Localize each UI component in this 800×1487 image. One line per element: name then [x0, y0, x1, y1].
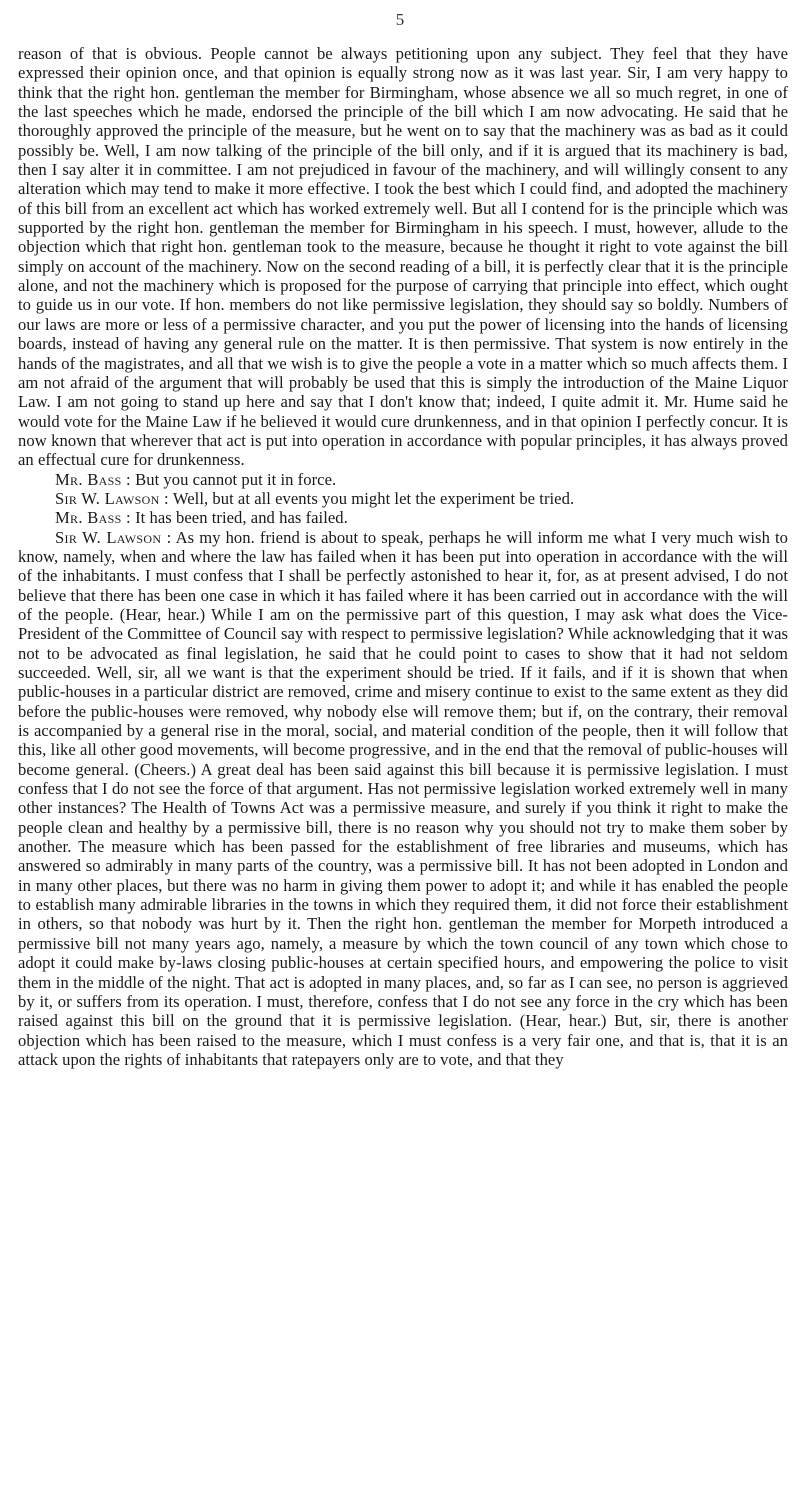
- speaker-name: Sir W. Lawson :: [55, 488, 169, 508]
- paragraph: [18, 470, 788, 489]
- paragraph: [18, 44, 788, 470]
- paragraph-text: Well, but at all events you might let the experiment be tried.: [172, 488, 575, 508]
- page-number: 5: [395, 10, 405, 29]
- paragraph-text: As my hon. friend is about to speak, perhaps he will inform me what I very much wish to know, namely, when and where the law has failed when it has been put into operation in accordance with the will of the inhabitants. I must confess that I shall be perfectly astonished to hear it, for, as at present advised, I do not believe that there has been one case in which it has failed where it has been carried out in accordance with the will of the people. (Hear, hear.) While I am on the permissive part of this question, I may ask what does the Vice-President of the Committee of Council say with respect to permissive legislation? While acknowledging that it was not to be advocated as final legislation, he said that he could point to cases to show that it had not seldom succeeded. Well, sir, all we want is that the experiment should be tried. If it fails, and if it is shown that when public-houses in a particular district are removed, crime and misery continue to exist to the same extent as they did before the public-houses were removed, why nobody else will remove them; but if, on the contrary, their removal is accompanied by a general rise in the moral, social, and material condition of the people, then it will follow that this, like all other good movements, will become progressive, and in the end that the removal of public-houses will become general. (Cheers.) A great deal has been said against this bill because it is permissive legislation. I must confess that I do not see the force of that argument. Has not permissive legislation worked extremely well in many other instances? The Health of Towns Act was a permissive measure, and surely if you think it right to make the people clean and healthy by a permissive bill, there is no reason why you should not try to make them sober by another. The measure which has been passed for the establishment of free libraries and museums, which has answered so admirably in many parts of the country, was a permissive bill. It has not been adopted in London and in many other places, but there was no harm in giving them power to adopt it; and while it has enabled the people to establish many admirable libraries in the towns in which they required them, it did not force their establishment in others, so that nobody was hurt by it. Then the right hon. gentleman the member for Morpeth introduced a permissive bill not many years ago, namely, a measure by which the town council of any town which chose to adopt it could make by-laws closing public-houses at certain specified hours, and empowering the police to visit them in the middle of the night. That act is adopted in many places, and, so far as I can see, no person is aggrieved by it, or suffers from its operation. I must, therefore, confess that I do not see any force in the cry which has been raised against this bill on the ground that it is permissive legislation. (Hear, hear.) But, sir, there is another objection which has been raised to the measure, which I must confess is a very fair one, and that is, that it is an attack upon the rights of inhabitants that ratepayers only are to vote, and that they: [18, 527, 788, 1069]
- body-text: [18, 44, 788, 1069]
- speaker-name: Sir W. Lawson :: [55, 527, 172, 547]
- paragraph: [18, 489, 788, 508]
- speaker-name: Mr. Bass :: [55, 469, 131, 489]
- paragraph-text: reason of that is obvious. People cannot be always petitioning upon any subject. They feel that they have expressed their opinion once, and that opinion is equally strong now as it was last year. Sir, I am very happy to think that the right hon. gentleman the member for Birmingham, whose absence we all so much regret, in one of the last speeches which he made, endorsed the principle of the bill which I am now advocating. He said that he thoroughly approved the principle of the measure, but he went on to say that the machinery was as bad as it could possibly be. Well, I am now talking of the principle of the bill only, and if it is argued that its machinery is bad, then I say alter it in committee. I am not prejudiced in favour of the machinery, and will willingly consent to any alteration which may tend to make it more effective. I took the best which I could find, and adopted the machinery of this bill from an excellent act which has worked extremely well. But all I contend for is the principle which was supported by the right hon. gentleman the member for Birmingham in his speech. I must, however, allude to the objection which that right hon. gentleman took to the measure, because he thought it right to vote against the bill simply on account of the machinery. Now on the second reading of a bill, it is perfectly clear that it is the principle alone, and not the machinery which is proposed for the purpose of carrying that principle into effect, which ought to guide us in our vote. If hon. members do not like permissive legislation, they should say so boldly. Numbers of our laws are more or less of a permissive character, and you put the power of licensing into the hands of licensing boards, instead of having any general rule on the matter. It is then permissive. That system is now entirely in the hands of the magistrates, and all that we wish is to give the people a vote in a matter which so much affects them. I am not afraid of the argument that will probably be used that this is simply the introduction of the Maine Liquor Law. I am not going to stand up here and say that I don't know that; indeed, I quite admit it. Mr. Hume said he would vote for the Maine Law if he believed it would cure drunkenness, and in that opinion I perfectly concur. It is now known that wherever that act is put into operation in accordance with popular principles, it has always proved an effectual cure for drunkenness.: [18, 44, 788, 470]
- speaker-name: Mr. Bass :: [55, 508, 131, 528]
- paragraph-text: But you cannot put it in force.: [135, 469, 337, 489]
- paragraph: [18, 528, 788, 1070]
- paragraph-text: It has been tried, and has failed.: [135, 508, 348, 528]
- paragraph: [18, 508, 788, 527]
